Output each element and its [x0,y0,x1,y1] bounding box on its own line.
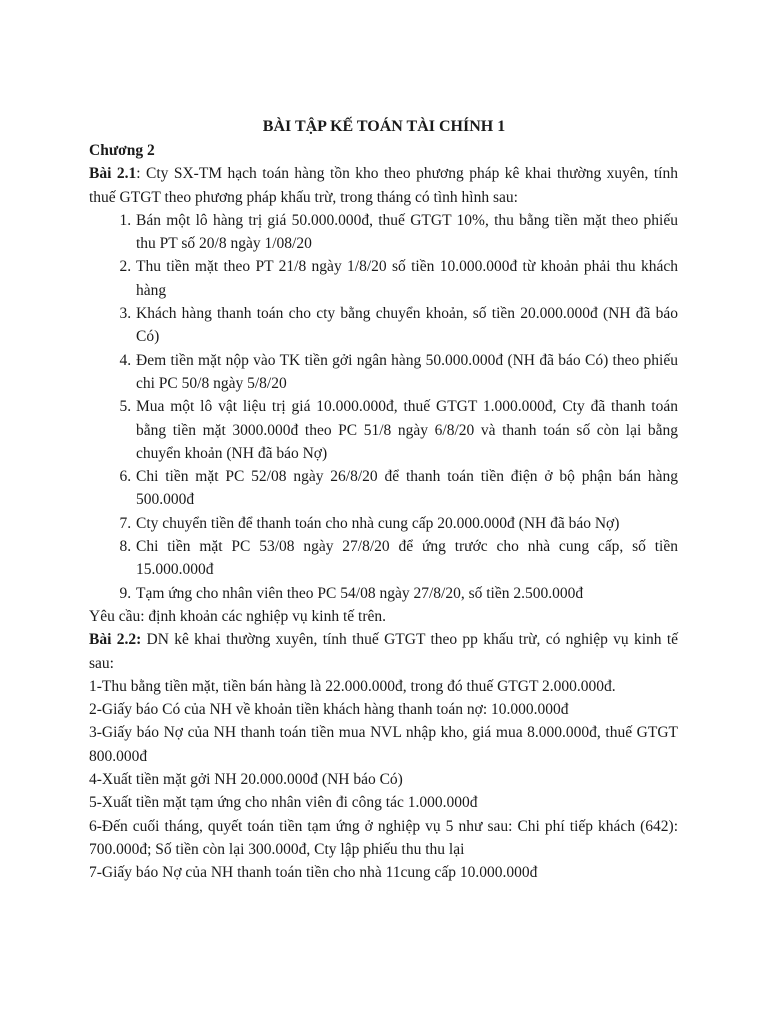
exercise-2-1-requirement: Yêu cầu: định khoản các nghiệp vụ kinh tế trên. [89,607,386,625]
exercise-2-2-line: 6-Đến cuối tháng, quyết toán tiền tạm ứng ở nghiệp vụ 5 như sau: Chi phí tiếp khách (642): 700.000đ; Số tiền còn lại 300.000đ, Cty lập phiếu thu thu lại [89,817,678,858]
exercise-2-1-label: Bài 2.1 [89,165,137,183]
exercise-2-1-task-list [89,209,678,605]
exercise-2-2-line: 5-Xuất tiền mặt tạm ứng cho nhân viên đi công tác 1.000.000đ [89,794,478,812]
exercise-2-2-label: Bài 2.2: [89,631,142,649]
task-item: 4. Đem tiền mặt nộp vào TK tiền gởi ngân hàng 50.000.000đ (NH đã báo Có) theo phiếu chi PC 50/8 ngày 5/8/20 [135,349,678,396]
task-item: 3. Khách hàng thanh toán cho cty bằng chuyển khoản, số tiền 20.000.000đ (NH đã báo Có) [135,302,678,349]
exercise-2-2-line: 1-Thu bằng tiền mặt, tiền bán hàng là 22.000.000đ, trong đó thuế GTGT 2.000.000đ. [89,677,616,695]
task-item: 7. Cty chuyển tiền để thanh toán cho nhà cung cấp 20.000.000đ (NH đã báo Nợ) [135,512,678,535]
document-title: BÀI TẬP KẾ TOÁN TÀI CHÍNH 1 [262,118,506,135]
task-item: 8. Chi tiền mặt PC 53/08 ngày 27/8/20 để ứng trước cho nhà cung cấp, số tiền 15.000.000đ [135,535,678,582]
task-item: 1. Bán một lô hàng trị giá 50.000.000đ, thuế GTGT 10%, thu bằng tiền mặt theo phiếu thu PT số 20/8 ngày 1/08/20 [135,209,678,256]
task-item: 5. Mua một lô vật liệu trị giá 10.000.000đ, thuế GTGT 1.000.000đ, Cty đã thanh toán bằng tiền mặt 3000.000đ theo PC 51/8 ngày 6/8/20 và thanh toán số còn lại bằng chuyển khoản (NH đã báo Nợ) [135,395,678,465]
exercise-2-2-line: 7-Giấy báo Nợ của NH thanh toán tiền cho nhà 11cung cấp 10.000.000đ [89,864,538,882]
task-item: 2. Thu tiền mặt theo PT 21/8 ngày 1/8/20 số tiền 10.000.000đ từ khoản phải thu khách hàng [135,255,678,302]
task-item: 9. Tạm ứng cho nhân viên theo PC 54/08 ngày 27/8/20, số tiền 2.500.000đ [135,582,678,605]
exercise-2-2-line: 4-Xuất tiền mặt gởi NH 20.000.000đ (NH báo Có) [89,771,403,789]
document-body [89,139,678,885]
exercise-2-2-line: 2-Giấy báo Có của NH về khoản tiền khách hàng thanh toán nợ: 10.000.000đ [89,701,569,719]
exercise-2-2-line: 3-Giấy báo Nợ của NH thanh toán tiền mua NVL nhập kho, giá mua 8.000.000đ, thuế GTGT 800.000đ [89,724,678,765]
chapter-heading: Chương 2 [89,142,155,159]
task-item: 6. Chi tiền mặt PC 52/08 ngày 26/8/20 để thanh toán tiền điện ở bộ phận bán hàng 500.000đ [135,465,678,512]
exercise-2-2-text: DN kê khai thường xuyên, tính thuế GTGT theo pp khấu trừ, có nghiệp vụ kinh tế sau: [89,631,679,672]
exercise-2-2-intro [89,628,678,675]
exercise-2-1-intro [89,162,678,209]
exercise-2-1-text: : Cty SX-TM hạch toán hàng tồn kho theo phương pháp kê khai thường xuyên, tính thuế GTGT theo phương pháp khấu trừ, trong tháng có tình hình sau: [89,165,678,206]
